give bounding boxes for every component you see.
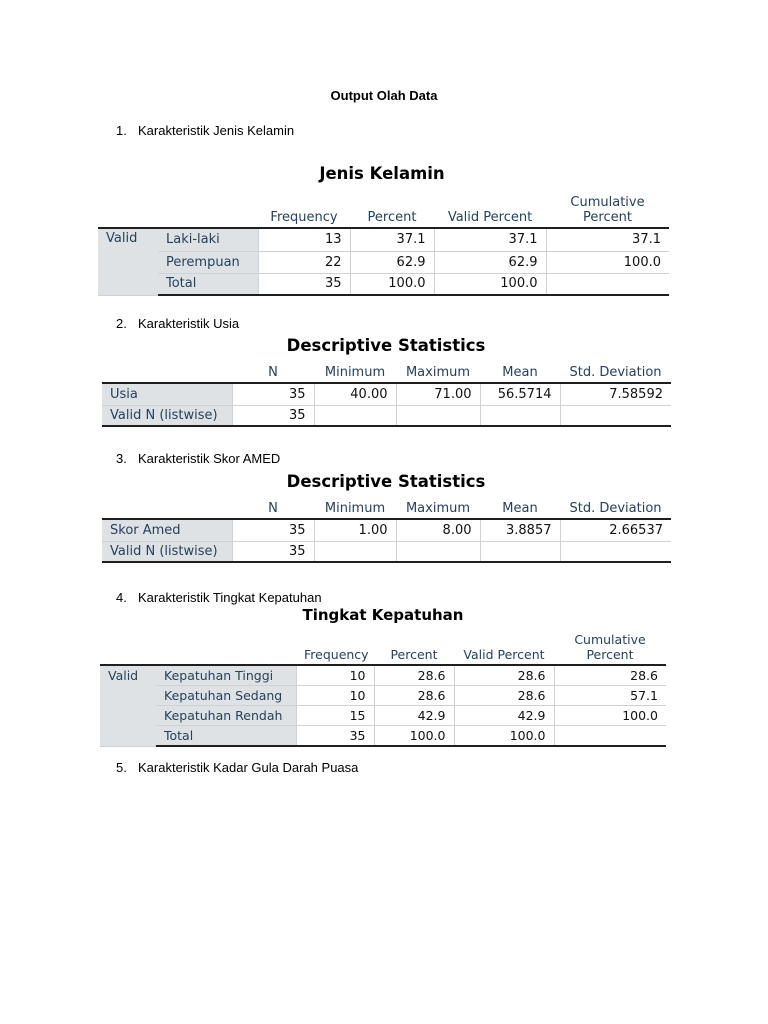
cell-cumulative-percent xyxy=(546,273,669,295)
cell-percent: 37.1 xyxy=(350,228,434,251)
corner-cell xyxy=(156,629,296,665)
column-header: Frequency xyxy=(296,629,374,665)
cell-maximum xyxy=(396,541,480,562)
table-row xyxy=(102,541,671,562)
table-row xyxy=(98,251,669,273)
section-heading-5 xyxy=(116,760,358,775)
column-header: Mean xyxy=(480,497,560,519)
descriptive-table-skor-amed xyxy=(102,497,671,563)
section-label: Karakteristik Kadar Gula Darah Puasa xyxy=(138,760,359,775)
cell-std-deviation: 2.66537 xyxy=(560,519,671,541)
cell-frequency: 35 xyxy=(258,273,350,295)
table-row xyxy=(102,405,671,426)
cell-frequency: 10 xyxy=(296,665,374,685)
section-label: Karakteristik Skor AMED xyxy=(138,451,281,466)
cell-minimum: 1.00 xyxy=(314,519,396,541)
cell-mean xyxy=(480,405,560,426)
cell-n: 35 xyxy=(232,541,314,562)
column-header: N xyxy=(232,361,314,383)
cell-valid-percent: 37.1 xyxy=(434,228,546,251)
table-header-row xyxy=(102,361,671,383)
cell-frequency: 22 xyxy=(258,251,350,273)
corner-cell xyxy=(100,629,156,665)
section-number: 4. xyxy=(116,590,127,605)
table-row xyxy=(100,685,666,705)
column-header: Valid Percent xyxy=(434,188,546,228)
table-title-jenis-kelamin: Jenis Kelamin xyxy=(319,164,445,183)
cell-frequency: 10 xyxy=(296,685,374,705)
cell-percent: 100.0 xyxy=(374,725,454,746)
cell-mean xyxy=(480,541,560,562)
table-header-row xyxy=(102,497,671,519)
column-header: Maximum xyxy=(396,361,480,383)
cell-cumulative-percent xyxy=(554,725,666,746)
column-header: N xyxy=(232,497,314,519)
column-header: Std. Deviation xyxy=(560,497,671,519)
cell-n: 35 xyxy=(232,519,314,541)
row-label: Usia xyxy=(102,383,232,405)
cell-percent: 62.9 xyxy=(350,251,434,273)
cell-percent: 28.6 xyxy=(374,665,454,685)
cell-valid-percent: 62.9 xyxy=(434,251,546,273)
cell-n: 35 xyxy=(232,383,314,405)
table-row xyxy=(102,383,671,405)
cell-mean: 3.8857 xyxy=(480,519,560,541)
row-label: Valid N (listwise) xyxy=(102,541,232,562)
section-heading-4 xyxy=(116,590,322,605)
cell-frequency: 15 xyxy=(296,705,374,725)
row-label: Total xyxy=(156,725,296,746)
cell-percent: 28.6 xyxy=(374,685,454,705)
cell-maximum xyxy=(396,405,480,426)
row-label: Kepatuhan Tinggi xyxy=(156,665,296,685)
cell-valid-percent: 42.9 xyxy=(454,705,554,725)
table-row xyxy=(98,228,669,251)
cell-cumulative-percent: 100.0 xyxy=(554,705,666,725)
cell-cumulative-percent: 57.1 xyxy=(554,685,666,705)
table-row xyxy=(100,705,666,725)
cell-frequency: 35 xyxy=(296,725,374,746)
cell-n: 35 xyxy=(232,405,314,426)
descriptive-table-usia xyxy=(102,361,671,427)
corner-cell xyxy=(158,188,258,228)
cell-valid-percent: 28.6 xyxy=(454,665,554,685)
cell-maximum: 8.00 xyxy=(396,519,480,541)
column-header: Minimum xyxy=(314,497,396,519)
cell-valid-percent: 100.0 xyxy=(434,273,546,295)
row-label: Skor Amed xyxy=(102,519,232,541)
cell-std-deviation xyxy=(560,541,671,562)
cell-cumulative-percent: 28.6 xyxy=(554,665,666,685)
cell-std-deviation xyxy=(560,405,671,426)
table-title-tingkat-kepatuhan: Tingkat Kepatuhan xyxy=(302,606,464,624)
row-label: Total xyxy=(158,273,258,295)
row-label: Kepatuhan Rendah xyxy=(156,705,296,725)
table-header-row xyxy=(98,188,669,228)
cell-percent: 100.0 xyxy=(350,273,434,295)
section-heading-2 xyxy=(116,316,239,331)
column-header: Minimum xyxy=(314,361,396,383)
table-row xyxy=(100,665,666,685)
column-header: Valid Percent xyxy=(454,629,554,665)
cell-percent: 42.9 xyxy=(374,705,454,725)
column-header: Frequency xyxy=(258,188,350,228)
column-header: Std. Deviation xyxy=(560,361,671,383)
row-label: Laki-laki xyxy=(158,228,258,251)
column-header: Maximum xyxy=(396,497,480,519)
table-header-row xyxy=(100,629,666,665)
document-title: Output Olah Data xyxy=(330,88,438,103)
frequency-table-jenis-kelamin xyxy=(98,188,669,296)
cell-frequency: 13 xyxy=(258,228,350,251)
section-label: Karakteristik Jenis Kelamin xyxy=(138,123,295,138)
cell-minimum: 40.00 xyxy=(314,383,396,405)
corner-cell xyxy=(98,188,158,228)
corner-cell xyxy=(102,361,232,383)
table-row xyxy=(100,725,666,746)
row-label: Perempuan xyxy=(158,251,258,273)
cell-minimum xyxy=(314,541,396,562)
cell-cumulative-percent: 100.0 xyxy=(546,251,669,273)
frequency-table-tingkat-kepatuhan xyxy=(100,629,666,747)
section-label: Karakteristik Usia xyxy=(138,316,240,331)
cell-valid-percent: 100.0 xyxy=(454,725,554,746)
corner-cell xyxy=(102,497,232,519)
section-heading-3 xyxy=(116,451,280,466)
section-heading-1 xyxy=(116,123,294,138)
cell-valid-percent: 28.6 xyxy=(454,685,554,705)
cell-minimum xyxy=(314,405,396,426)
column-header: Mean xyxy=(480,361,560,383)
table-row xyxy=(102,519,671,541)
group-label-valid: Valid xyxy=(100,665,156,746)
table-row xyxy=(98,273,669,295)
cell-cumulative-percent: 37.1 xyxy=(546,228,669,251)
cell-maximum: 71.00 xyxy=(396,383,480,405)
section-number: 3. xyxy=(116,451,127,466)
group-label-valid: Valid xyxy=(98,228,158,295)
column-header: Percent xyxy=(350,188,434,228)
section-number: 5. xyxy=(116,760,127,775)
table-title-descriptive-statistics-skor-amed: Descriptive Statistics xyxy=(286,472,486,491)
column-header: Cumulative Percent xyxy=(554,629,666,665)
section-label: Karakteristik Tingkat Kepatuhan xyxy=(138,590,322,605)
column-header: Cumulative Percent xyxy=(546,188,669,228)
row-label: Valid N (listwise) xyxy=(102,405,232,426)
section-number: 2. xyxy=(116,316,127,331)
cell-mean: 56.5714 xyxy=(480,383,560,405)
section-number: 1. xyxy=(116,123,127,138)
table-title-descriptive-statistics-usia: Descriptive Statistics xyxy=(286,336,486,355)
column-header: Percent xyxy=(374,629,454,665)
row-label: Kepatuhan Sedang xyxy=(156,685,296,705)
cell-std-deviation: 7.58592 xyxy=(560,383,671,405)
